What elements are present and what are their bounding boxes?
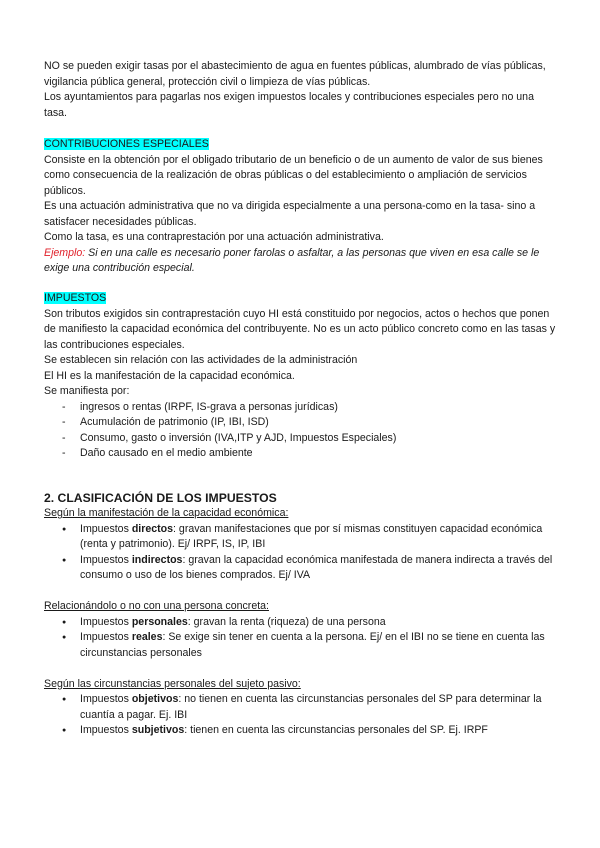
contribuciones-paragraph-3: Como la tasa, es una contraprestación por una actuación administrativa. bbox=[44, 231, 384, 243]
list-item: ● Impuestos directos: gravan manifestaciones que por sí mismas constituyen capacidad económica (renta y patrimonio). Ej/ IRPF, IS, IP, IBI bbox=[44, 522, 559, 553]
intro-paragraph-2: Los ayuntamientos para pagarlas nos exigen impuestos locales y contribuciones especiales pero no una tasa. bbox=[44, 91, 534, 119]
group-heading: Según las circunstancias personales del sujeto pasivo: bbox=[44, 677, 301, 690]
example-text: Si en una calle es necesario poner farolas o asfaltar, a las personas que viven en esa calle se le exige una contribución especial. bbox=[44, 246, 540, 274]
impuestos-paragraph-2: Se establecen sin relación con las actividades de la administración bbox=[44, 354, 358, 366]
contribuciones-example bbox=[44, 246, 559, 277]
intro-paragraph-1: NO se pueden exigir tasas por el abastecimiento de agua en fuentes públicas, alumbrado de vías públicas, vigilancia pública general, protección civil o limpieza de vías públicas. bbox=[44, 60, 546, 88]
group-heading: Según la manifestación de la capacidad económica: bbox=[44, 507, 289, 519]
bullet-list bbox=[44, 615, 559, 662]
intro-section bbox=[44, 59, 559, 121]
example-label: Ejemplo: bbox=[44, 246, 86, 259]
impuestos-section bbox=[44, 291, 559, 462]
impuestos-heading bbox=[44, 291, 559, 307]
list-item: ● Impuestos subjetivos: tienen en cuenta las circunstancias personales del SP. Ej. IRPF bbox=[44, 723, 559, 739]
bullet-list bbox=[44, 522, 559, 584]
group-heading: Relacionándolo o no con una persona concreta: bbox=[44, 600, 269, 612]
bullet-list bbox=[44, 692, 559, 739]
impuestos-paragraph-1: Son tributos exigidos sin contraprestación cuyo HI está constituido por negocios, actos o hechos que ponen de manifiesto la capacidad económica del contribuyente. No es un acto público concreto como en las tasas y las contribuciones especiales. bbox=[44, 307, 556, 351]
contribuciones-paragraph-1: Consiste en la obtención por el obligado tributario de un beneficio o de un aumento de valor de sus bienes como consecuencia de la realización de obras públicas o del establecimiento o ampliación de servicios públicos. bbox=[44, 153, 543, 197]
impuestos-paragraph-4: Se manifiesta por: bbox=[44, 385, 130, 397]
list-item: - Acumulación de patrimonio (IP, IBI, ISD) bbox=[44, 415, 559, 431]
list-item: ● Impuestos indirectos: gravan la capacidad económica manifestada de manera indirecta a través del consumo o uso de los bienes comprados. Ej/ IVA bbox=[44, 553, 559, 584]
list-item: ● Impuestos objetivos: no tienen en cuenta las circunstancias personales del SP para determinar la cuantía a pagar. Ej. IBI bbox=[44, 692, 559, 723]
contribuciones-paragraph-2: Es una actuación administrativa que no va dirigida especialmente a una persona-como en la tasa- sino a satisfacer necesidades públicas. bbox=[44, 200, 536, 228]
impuestos-heading-text: IMPUESTOS bbox=[44, 292, 107, 304]
contribuciones-heading-text: CONTRIBUCIONES ESPECIALES bbox=[44, 138, 209, 150]
spacer bbox=[44, 661, 559, 677]
list-item: - Consumo, gasto o inversión (IVA,ITP y AJD, Impuestos Especiales) bbox=[44, 431, 559, 447]
list-item: ● Impuestos reales: Se exige sin tener en cuenta a la persona. Ej/ en el IBI no se tiene en cuenta las circunstancias personales bbox=[44, 630, 559, 661]
manifestacion-list bbox=[44, 400, 559, 462]
impuestos-paragraph-3: El HI es la manifestación de la capacidad económica. bbox=[44, 369, 295, 382]
section-title: 2. CLASIFICACIÓN DE LOS IMPUESTOS bbox=[44, 491, 277, 505]
clasificacion-section bbox=[44, 490, 559, 739]
spacer bbox=[44, 584, 559, 600]
list-item: - Daño causado en el medio ambiente bbox=[44, 446, 559, 462]
contribuciones-heading bbox=[44, 137, 559, 153]
list-item: ● Impuestos personales: gravan la renta (riqueza) de una persona bbox=[44, 615, 559, 631]
list-item: - ingresos o rentas (IRPF, IS-grava a personas jurídicas) bbox=[44, 400, 559, 416]
contribuciones-section bbox=[44, 137, 559, 277]
